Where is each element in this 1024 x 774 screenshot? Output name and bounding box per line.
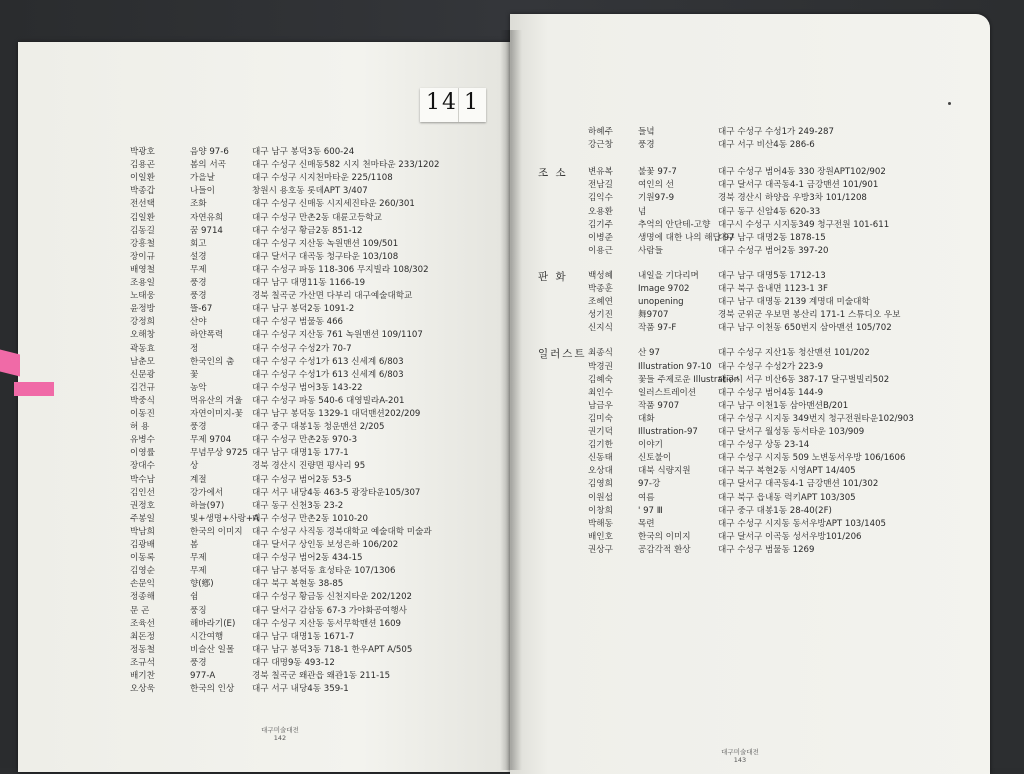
artwork-title: 내일을 기다리며 [638,270,699,281]
artwork-title: 977-A [190,671,216,681]
artwork-title: 舞9707 [638,310,669,321]
artist-name: 전남길 [588,180,613,191]
artist-name: 장대수 [130,461,155,472]
artist-name: 주봉일 [130,513,155,524]
artist-name: 장이규 [130,251,155,262]
artist-address: 대구 수성구 범어3동 143-22 [252,382,363,393]
artwork-title: 작품 9707 [638,400,680,411]
artwork-title: 자연이미지-꽃 [190,409,243,419]
artist-name: 백성혜 [588,270,613,281]
artist-address: 대구 수성구 범물동 1269 [718,544,815,555]
artist-name: 김영희 [588,479,613,490]
artist-name: 김건규 [130,382,155,393]
artist-address: 대구 남구 대명1동 177-1 [252,448,349,459]
artwork-title: Illustration 97-10 [638,361,712,372]
artist-name: 박종훈 [588,284,613,294]
artwork-title: 무제 [190,553,207,564]
artist-name: 김광배 [130,540,155,550]
artist-name: 손문익 [130,579,155,590]
footer-left [240,726,320,742]
artist-address: 대구 남구 대명동 2139 계명대 미술대학 [718,297,870,308]
artist-address: 대구 수성구 수성2가 223-9 [718,361,824,372]
pink-sticky-tab [0,350,20,377]
artwork-title: 불꽃 97-7 [638,167,677,178]
artwork-title: 무제 9704 [190,435,232,446]
artist-address: 대구 달서구 대곡동 청구타운 103/108 [252,251,399,262]
artwork-title: 무제 [190,566,207,577]
artist-name: 신동태 [588,453,613,464]
artwork-title: 쉼 [190,592,199,603]
artist-address: 대구 남구 대명2동 1878-15 [718,232,826,243]
artwork-title: 한국의 이미지 [638,531,691,542]
artwork-title: 하늘(97) [190,500,225,511]
artwork-title: 뜰-67 [190,304,213,315]
artist-address: 대구 북구 읍내면 1123-1 3F [718,284,828,294]
artist-name: 김미숙 [588,413,613,424]
artwork-title: 이야기 [638,440,663,451]
artist-address: 대구 남구 봉덕동 1329-1 대덕맨션202/209 [252,409,421,419]
footer-page-number: 142 [273,734,287,742]
artist-name: 최인수 [588,387,613,398]
artist-name: 최종식 [588,348,613,359]
artist-address: 대구 서구 비산4동 286-6 [718,140,815,151]
artwork-title: 비슬산 일몰 [190,644,235,655]
artist-name: 남금우 [588,400,613,411]
artist-address: 대구 수성구 시지동 509 노변동서우방 106/1606 [718,453,906,464]
artwork-title: 봄 [190,540,199,550]
artist-name: 이동록 [130,553,155,564]
artist-name: 권상구 [588,544,613,555]
artwork-title: 풍경 [638,140,655,151]
artist-address: 대구 수성구 시지동 349번지 청구전원타운102/903 [718,413,914,424]
artist-address: 대구 수성구 범어2동 397-20 [718,245,829,256]
artist-address: 대구 달서구 상인동 보성은하 106/202 [252,540,399,550]
artist-name: 최돈정 [130,631,155,642]
artist-address: 대구 중구 대봉1동 청운맨션 2/205 [252,422,385,433]
artist-name: 이원섭 [588,492,613,503]
artwork-title: 작품 97-F [638,323,677,334]
artwork-title: 조화 [190,199,207,210]
artist-address: 대구 수성구 지산동 761 녹원맨션 109/1107 [252,330,423,341]
artist-name: 신문광 [130,369,155,380]
artwork-title: 공감각적 환상 [638,544,691,555]
artist-name: 김기주 [588,219,613,230]
artwork-title: 풍경 [190,422,207,433]
artwork-title: 상 [190,461,199,472]
artist-name: 이영률 [130,448,155,459]
artwork-title: 풍경 [190,278,207,288]
artist-address: 대구 달서구 월성동 동서타운 103/909 [718,427,865,437]
artist-address: 대구 수성구 범어4동 144-9 [718,387,824,398]
artist-address: 대구 수성구 범어2동 434-15 [252,553,363,564]
artist-address: 경북 경산시 하양읍 우방3차 101/1208 [718,193,867,204]
artwork-title: Image 9702 [638,284,690,294]
artist-name: 김기한 [588,440,613,451]
artist-address: 대구 수성구 시지동 동서우방APT 103/1405 [718,518,887,529]
artist-address: 대구 북구 읍내동 럭키APT 103/305 [718,492,856,503]
artist-name: 변유복 [588,167,613,178]
artist-name: 노태웅 [130,291,155,302]
artist-name: 오해창 [130,330,155,341]
artist-address: 대구 남구 봉덕3동 600-24 [252,147,355,157]
artist-name: 박해동 [588,518,613,529]
artist-address: 대구 수성구 지산1동 청산맨션 101/202 [718,348,870,359]
page-tag-digit: 1 [426,90,440,115]
artwork-title: 신토불이 [638,453,672,464]
artist-address: 대구 수성구 수성1가 249-287 [718,127,834,137]
artwork-title: 꽃들 주제로운 Illustration [638,374,740,385]
artwork-title: 가을날 [190,173,215,184]
artist-address: 창원시 용호동 롯데APT 3/407 [252,186,368,197]
artist-address: 대구 남구 봉덕2동 1091-2 [252,304,355,315]
book-gutter [500,30,522,770]
artist-address: 대구 남구 이천동 650번지 삼아맨션 105/702 [718,323,892,334]
artwork-title: 해바라기(E) [190,618,236,629]
page-tag-digit: 1 [464,90,478,115]
artist-name: 김용곤 [130,160,155,171]
artwork-title: 먹유산의 겨울 [190,395,243,406]
category-heading: 판 화 [538,270,568,283]
artist-name: 박남희 [130,526,155,537]
artist-address: 대구 수성구 범물동 466 [252,317,344,328]
artist-name: 곽동효 [130,343,155,354]
artist-address: 대구 수성구 만촌2동 대륜고등학교 [252,212,382,223]
artist-address: 대구 남구 대명11동 1166-19 [252,278,366,288]
page-dot [948,102,951,105]
artwork-title: 사람들 [638,245,663,256]
artist-address: 대구 수성구 황금2동 851-12 [252,225,363,236]
artist-address: 대구 수성구 만촌2동 1010-20 [252,513,368,524]
artist-name: 박경권 [588,361,613,372]
artist-address: 대구 수성구 시지천마타운 225/1108 [252,173,393,184]
artwork-title: 산야 [190,317,207,328]
artist-name: 배기찬 [130,671,155,681]
artwork-title: 산 97 [638,348,660,359]
artwork-title: 설경 [190,251,207,262]
artwork-title: 풍경 [190,657,207,668]
artwork-title: 하얀폭력 [190,330,224,341]
artist-address: 대구 서구 내당4동 463-5 광장타운105/307 [252,487,421,498]
artist-name: 김일환 [130,212,155,223]
artwork-title: 대화 [638,413,655,424]
artwork-title: 자연유희 [190,212,224,223]
artwork-title: 무념무상 9725 [190,448,248,459]
artist-address: 대구 남구 봉덕동 효성타운 107/1306 [252,566,396,577]
category-heading: 조 소 [538,167,568,180]
artist-name: 조혜연 [588,297,613,308]
artist-address: 대구 남구 대명1동 1671-7 [252,631,355,642]
artist-name: 정동철 [130,644,155,655]
artist-address: 대구 수성구 사직동 경북대학교 예술대학 미술과 [252,526,432,537]
artist-address: 대구 수성구 신매동 시지세진타운 260/301 [252,199,415,210]
artwork-title: 추억의 안단테-고향 [638,219,711,230]
artist-address: 대구 수성구 상동 23-14 [718,440,810,451]
artist-address: 대구 서구 내당4동 359-1 [252,684,349,695]
artwork-title: 대북 식량지원 [638,466,691,477]
artist-address: 대구 수성구 지산동 녹원맨션 109/501 [252,238,399,249]
artist-name: 김영순 [130,566,155,577]
artwork-title: 정 [190,343,199,354]
artwork-title: 한국인의 춤 [190,356,235,367]
artist-name: 신지식 [588,323,613,334]
artist-address: 대구 수성구 지산동 동서무학맨션 1609 [252,618,402,629]
artist-address: 경북 칠곡군 왜관읍 왜관1동 211-15 [252,671,391,681]
artist-name: 김혜숙 [588,374,613,385]
artist-name: 오상욱 [130,684,155,695]
artist-name: 김익수 [588,193,613,204]
page-tag-digit: 4 [442,90,456,115]
artwork-title: 넘 [638,206,647,217]
artist-name: 강정희 [130,317,155,328]
artist-name: 박수남 [130,474,155,485]
artist-name: 강흥철 [130,238,155,249]
artist-name: 문 곤 [130,605,150,616]
artwork-title: 풍경 [190,291,207,302]
artist-name: 허 용 [130,422,150,433]
artwork-title: 일러스트레이션 [638,387,697,398]
artist-name: 김동길 [130,225,155,236]
category-heading: 일러스트 [538,348,587,361]
artwork-title: 농악 [190,382,207,393]
artist-address: 대구 대명9동 493-12 [252,657,335,668]
artist-address: 대구 수성구 수성1가 613 신세계 6/803 [252,369,404,380]
page-tag-divider [458,88,459,122]
artwork-title: 생명에 대한 나의 해답 97 [638,232,735,243]
artist-name: 박종갑 [130,186,155,197]
artist-name: 오상대 [588,466,613,477]
artist-address: 대구 수성구 범어4동 330 장원APT102/902 [718,167,886,178]
artwork-title: 빛+생명+사랑+A [190,513,259,524]
artist-name: 배인호 [588,531,613,542]
artist-address: 경북 칠곡군 가산면 다부리 대구예술대학교 [252,291,413,302]
artist-address: 대구 달서구 감삼동 67-3 가야화공여행사 [252,605,407,616]
artist-address: 대구 북구 복현동 38-85 [252,579,344,590]
artwork-title: 회고 [190,238,207,249]
artwork-title: 향(鄕) [190,579,214,590]
artist-address: 대구 수성구 파동 118-306 무지빌라 108/302 [252,264,429,275]
artist-address: 대구 동구 신천3동 23-2 [252,500,344,511]
artist-name: 윤정방 [130,304,155,315]
artist-name: 조육선 [130,618,155,629]
artwork-title: 목련 [638,518,655,529]
artist-address: 대구 수성구 만촌2동 970-3 [252,435,358,446]
artist-name: 이병준 [588,232,613,243]
artist-address: 대구 수성구 파동 540-6 대영빌라A-201 [252,395,405,406]
artist-name: 조용일 [130,278,155,288]
artist-address: 대구 수성구 범어2동 53-5 [252,474,352,485]
artwork-title: 여름 [638,492,655,503]
artwork-title: 들녘 [638,127,655,137]
artwork-title: 한국의 이미지 [190,526,243,537]
artist-address: 대구 수성구 신매동582 시지 천마타운 233/1202 [252,160,440,171]
artwork-title: unopening [638,297,684,308]
artwork-title: Illustration-97 [638,427,698,437]
footer-page-number: 143 [733,756,747,764]
artist-address: 대구 남구 봉덕3동 718-1 한우APT A/505 [252,644,413,655]
footer-label: 대구미술대전 [721,748,759,756]
artist-address: 경북 경산시 진량면 평사리 95 [252,461,366,472]
artist-name: 이일환 [130,173,155,184]
artwork-title: 강가에서 [190,487,224,498]
artwork-title: 97-강 [638,479,661,490]
artist-name: 남춘모 [130,356,155,367]
pink-sticky-tab-2 [14,382,54,396]
artwork-title: 음양 97-6 [190,147,229,157]
artist-name: 전선택 [130,199,155,210]
artist-address: 대구 남구 대명5동 1712-13 [718,270,826,281]
artist-name: 하혜주 [588,127,613,137]
artist-name: 권기덕 [588,427,613,437]
footer-right [700,748,780,764]
artist-name: 유병수 [130,435,155,446]
artist-name: 이창희 [588,505,613,516]
artist-name: 성기진 [588,310,613,321]
page-number-tag [420,88,486,122]
artist-name: 권정호 [130,500,155,511]
artist-address: 대구 달서구 대곡동4-1 금강맨션 101/302 [718,479,879,490]
footer-label: 대구미술대전 [261,726,299,734]
artist-name: 박중식 [130,395,155,406]
artist-address: 대구 수성구 황금동 신천지타운 202/1202 [252,592,413,603]
artist-address: 대구 남구 이천1동 삼아맨션B/201 [718,400,849,411]
artwork-title: 봄의 서곡 [190,160,226,171]
artist-name: 이동진 [130,409,155,419]
artwork-title: 무제 [190,264,207,275]
artist-address: 대구 중구 대봉1동 28-40(2F) [718,505,832,516]
artist-name: 김인선 [130,487,155,498]
artwork-title: 계절 [190,474,207,485]
artist-name: 박광호 [130,147,155,157]
artwork-title: ' 97 Ⅲ [638,505,663,516]
artist-address: 대구 수성구 수성1가 613 신세계 6/803 [252,356,404,367]
artist-address: 대구시 수성구 시지동349 청구전원 101-611 [718,219,890,230]
artist-name: 정종해 [130,592,155,603]
artwork-title: 나들이 [190,186,215,197]
artist-name: 배영철 [130,264,155,275]
artwork-title: 시간여행 [190,631,224,642]
artist-name: 조규석 [130,657,155,668]
artwork-title: 풍징 [190,605,207,616]
artwork-title: 여인의 선 [638,180,674,191]
artist-address: 경북 군위군 우보면 봉산리 171-1 스튜디오 우보 [718,310,901,321]
artist-address: 대구 달서구 이곡동 성서우방101/206 [718,531,862,542]
artist-name: 이용근 [588,245,613,256]
artist-name: 오용환 [588,206,613,217]
artwork-title: 기원97-9 [638,193,675,204]
artist-address: 대구 북구 복현2동 시영APT 14/405 [718,466,856,477]
artist-address: 대구 동구 신암4동 620-33 [718,206,821,217]
artist-name: 강근창 [588,140,613,151]
artist-address: 대구 수성구 수성2가 70-7 [252,343,352,354]
artwork-title: 꿈 9714 [190,225,223,236]
artwork-title: 한국의 인상 [190,684,235,695]
artwork-title: 꽃 [190,369,199,380]
artist-address: 대구 달서구 대곡동4-1 금강맨션 101/901 [718,180,879,191]
artist-address: 대구시 서구 비산6동 387-17 달구벌빌리502 [718,374,890,385]
